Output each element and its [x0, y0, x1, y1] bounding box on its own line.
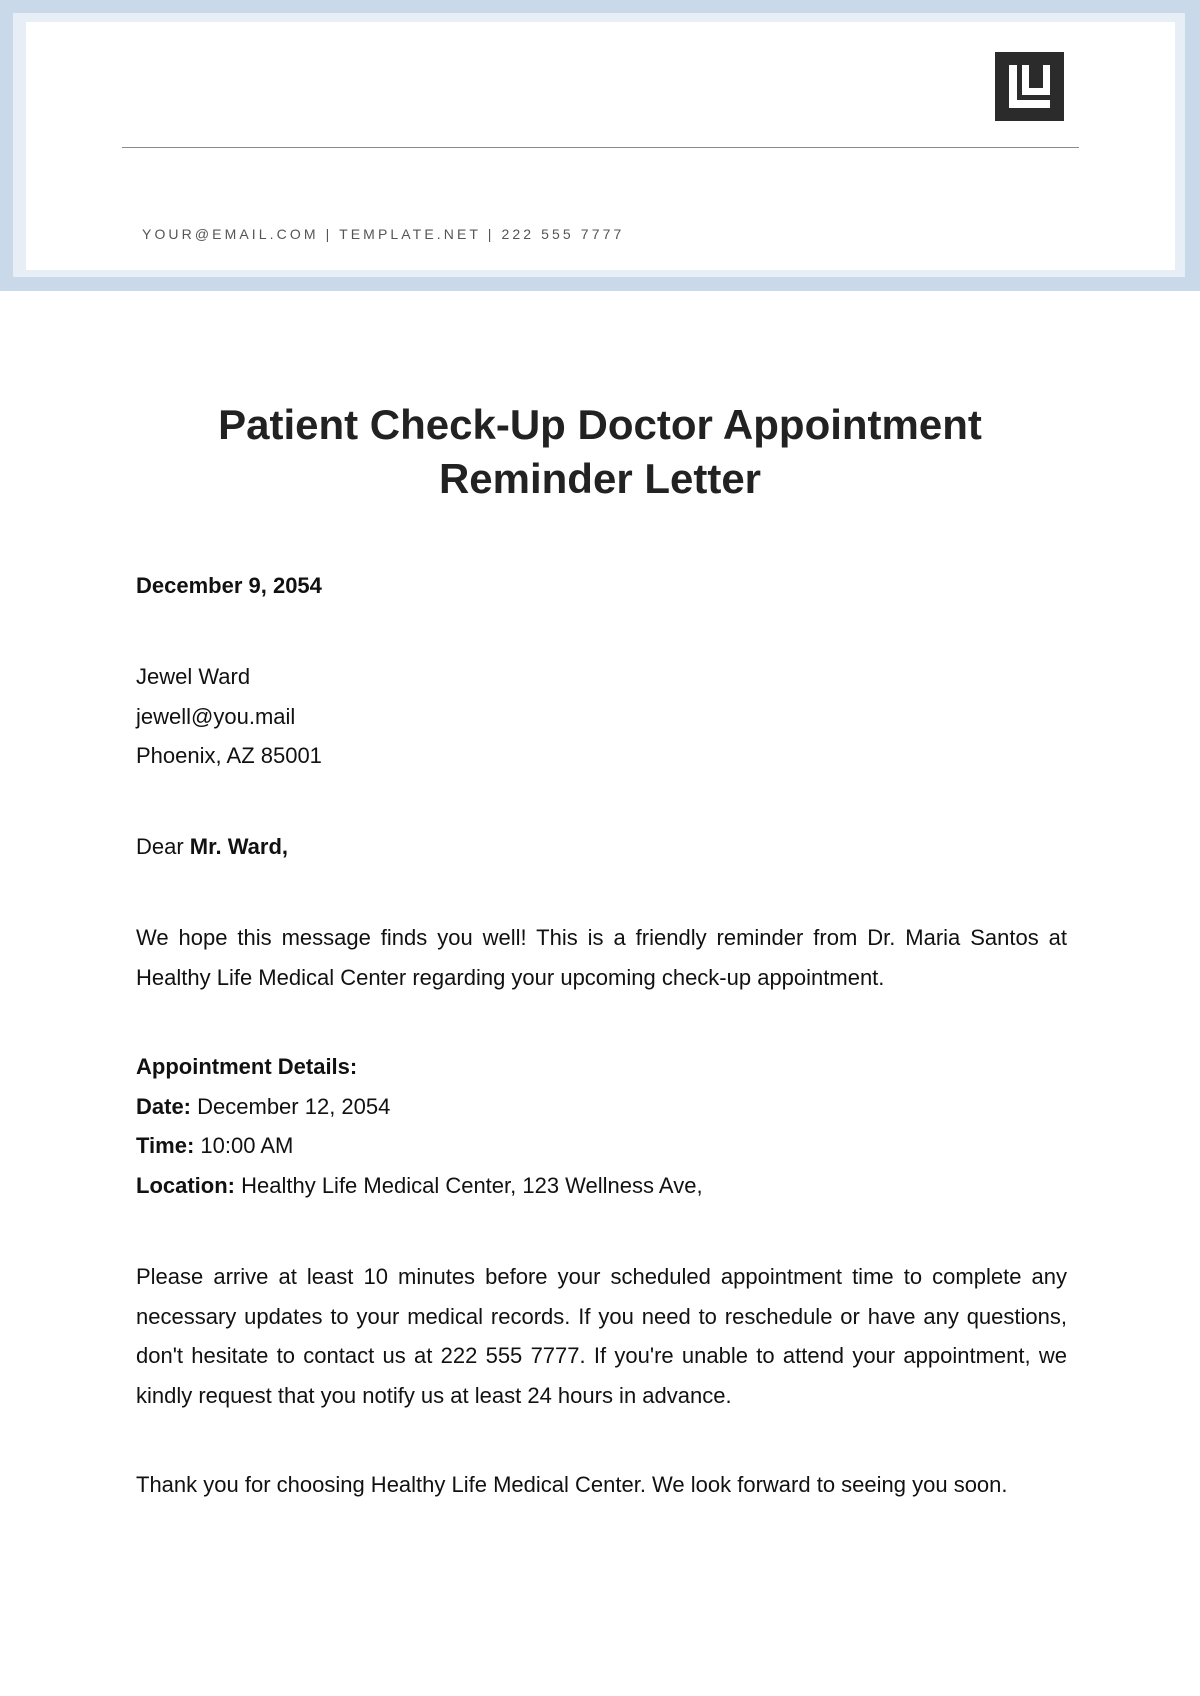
details-time: [136, 1126, 1067, 1166]
salutation: [136, 827, 1067, 867]
letter-date: December 9, 2054: [136, 573, 322, 598]
salutation-name: Mr. Ward,: [189, 834, 288, 859]
details-location-label: Location:: [136, 1172, 235, 1198]
recipient-name: Jewel Ward: [136, 664, 251, 689]
recipient-email: jewell@you.mail: [136, 703, 296, 729]
details-date-label: Date:: [136, 1093, 192, 1119]
letter-title: Patient Check-Up Doctor Appointment Reminder Letter: [218, 401, 982, 502]
header-band: [0, 0, 1200, 291]
recipient-block: [136, 657, 1067, 776]
salutation-prefix: Dear: [136, 834, 190, 859]
appointment-details: [136, 1047, 1067, 1205]
details-time-label: Time:: [136, 1133, 195, 1158]
details-heading: Appointment Details:: [136, 1054, 358, 1079]
details-date: [136, 1087, 1067, 1127]
header-divider: [122, 147, 1079, 148]
intro-paragraph: We hope this message finds you well! This is a friendly reminder from Dr. Maria Santos at Healthy Life Medical Center regarding your upcoming check-up appointment.: [136, 925, 1067, 990]
closing-paragraph: Thank you for choosing Healthy Life Medical Center. We look forward to seeing you soon.: [136, 1472, 1008, 1497]
recipient-address: Phoenix, AZ 85001: [136, 743, 322, 768]
contact-line: YOUR@EMAIL.COM | TEMPLATE.NET | 222 555 7777: [142, 226, 625, 242]
logo-mark-icon: [995, 52, 1064, 121]
details-location: [136, 1166, 1067, 1206]
instructions-paragraph: Please arrive at least 10 minutes before your scheduled appointment time to complete any necessary updates to your medical records. If you need to reschedule or have any questions, don't hesitate to contact us at 222 555 7777. If you're unable to attend your appointment, we kindly request that you notify us at least 24 hours in advance.: [136, 1264, 1067, 1408]
details-location-value: Healthy Life Medical Center, 123 Wellness Ave,: [235, 1172, 703, 1198]
details-date-value: December 12, 2054: [191, 1093, 391, 1119]
logo-icon: [995, 52, 1064, 121]
details-time-value: 10:00 AM: [194, 1133, 294, 1158]
